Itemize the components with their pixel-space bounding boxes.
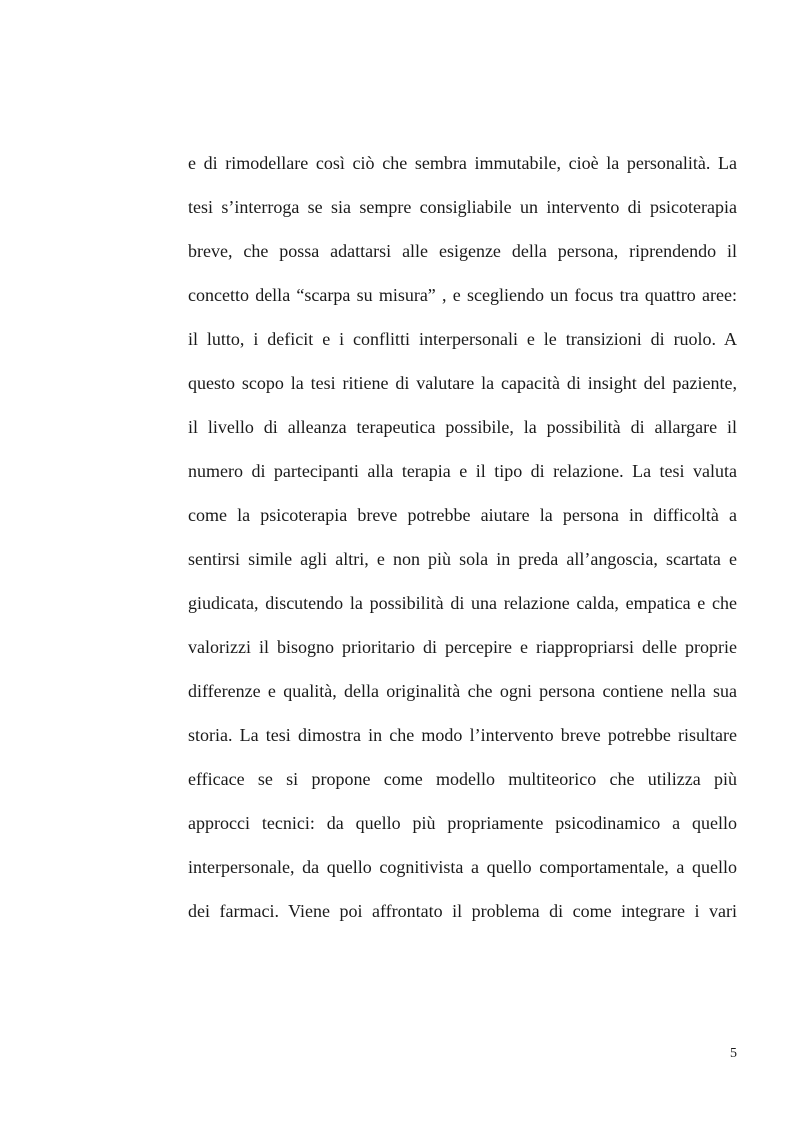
text-line-10: sentirsi simile agli altri, e non più sola in preda all’angoscia, scartata e xyxy=(188,549,737,569)
text-line-17: interpersonale, da quello cognitivista a quello comportamentale, a quello xyxy=(188,857,737,877)
text-line-7: il livello di alleanza terapeutica possibile, la possibilità di allargare il xyxy=(188,417,737,437)
body-paragraph xyxy=(188,148,737,940)
text-line-6: questo scopo la tesi ritiene di valutare la capacità di insight del paziente, xyxy=(188,373,737,393)
text-line-18: dei farmaci. Viene poi affrontato il problema di come integrare i vari xyxy=(188,901,737,921)
text-line-14: storia. La tesi dimostra in che modo l’intervento breve potrebbe risultare xyxy=(188,725,737,745)
text-line-1: e di rimodellare così ciò che sembra immutabile, cioè la personalità. La xyxy=(188,153,737,173)
text-line-4: concetto della “scarpa su misura” , e scegliendo un focus tra quattro aree: xyxy=(188,285,737,305)
text-line-16: approcci tecnici: da quello più propriamente psicodinamico a quello xyxy=(188,813,737,833)
text-line-3: breve, che possa adattarsi alle esigenze della persona, riprendendo il xyxy=(188,241,737,261)
text-line-9: come la psicoterapia breve potrebbe aiutare la persona in difficoltà a xyxy=(188,505,737,525)
text-line-15: efficace se si propone come modello multiteorico che utilizza più xyxy=(188,769,737,789)
text-line-5: il lutto, i deficit e i conflitti interpersonali e le transizioni di ruolo. A xyxy=(188,329,737,349)
text-line-13: differenze e qualità, della originalità che ogni persona contiene nella sua xyxy=(188,681,737,701)
text-line-12: valorizzi il bisogno prioritario di percepire e riappropriarsi delle proprie xyxy=(188,637,737,657)
page-number: 5 xyxy=(730,1046,737,1061)
text-line-11: giudicata, discutendo la possibilità di una relazione calda, empatica e che xyxy=(188,593,737,613)
text-line-2: tesi s’interroga se sia sempre consigliabile un intervento di psicoterapia xyxy=(188,197,737,217)
text-line-8: numero di partecipanti alla terapia e il tipo di relazione. La tesi valuta xyxy=(188,461,737,481)
